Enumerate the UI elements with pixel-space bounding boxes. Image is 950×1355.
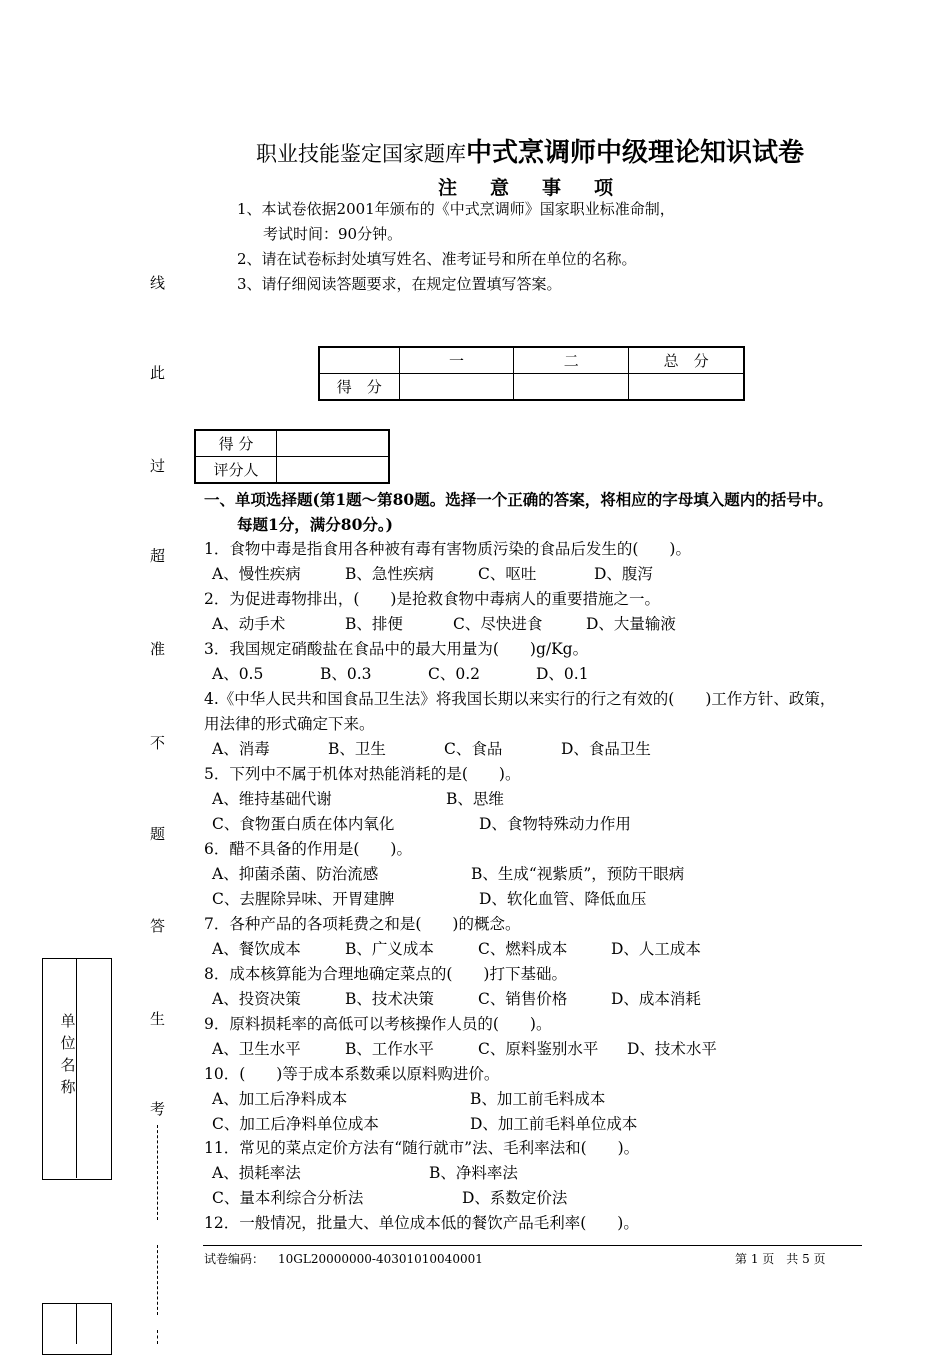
option[interactable]: A、投资决策 — [212, 990, 301, 1008]
option[interactable]: C、原料鉴别水平 — [478, 1040, 599, 1058]
question-text: 8．成本核算能为合理地确定菜点的( )打下基础。 — [204, 965, 567, 983]
question-text: 10．( )等于成本系数乘以原料购进价。 — [204, 1065, 500, 1083]
option[interactable]: A、动手术 — [212, 615, 286, 633]
option[interactable]: C、销售价格 — [478, 990, 568, 1008]
notice-heading: 注意事项 — [438, 177, 647, 199]
option[interactable]: C、食物蛋白质在体内氧化 — [212, 815, 395, 833]
option[interactable]: D、软化血管、降低血压 — [479, 890, 647, 908]
option[interactable]: C、尽快进食 — [453, 615, 543, 633]
score-table — [318, 346, 745, 401]
notice-item-2: 2、请在试卷标封处填写姓名、准考证号和所在单位的名称。 — [237, 250, 637, 268]
unit-name-label: 单 位 名 称 — [60, 1012, 76, 1096]
notice-item-1: 1、本试卷依据2001年颁布的《中式烹调师》国家职业标准命制， — [237, 200, 675, 218]
option[interactable]: A、0.5 — [212, 665, 264, 683]
score-cell[interactable] — [514, 374, 629, 401]
option[interactable]: C、燃料成本 — [478, 940, 568, 958]
question-text: 6．醋不具备的作用是( )。 — [204, 840, 412, 858]
question-text: 5．下列中不属于机体对热能消耗的是( )。 — [204, 765, 521, 783]
option[interactable]: B、加工前毛料成本 — [470, 1090, 606, 1108]
question-text: 11．常见的菜点定价方法有“随行就市”法、毛利率法和( )。 — [204, 1139, 640, 1157]
side-char: 生 — [150, 1010, 166, 1028]
question-text: 2．为促进毒物排出，( )是抢救食物中毒病人的重要措施之一。 — [204, 590, 660, 608]
exam-title — [0, 132, 950, 169]
grader-score-cell[interactable] — [277, 430, 390, 457]
question-text: 3．我国规定硝酸盐在食品中的最大用量为( )g/Kg。 — [204, 640, 589, 658]
option[interactable]: C、呕吐 — [478, 565, 537, 583]
score-cell[interactable] — [629, 374, 744, 401]
score-row-label: 得 分 — [319, 374, 399, 401]
option[interactable]: D、人工成本 — [611, 940, 701, 958]
option[interactable]: B、技术决策 — [345, 990, 434, 1008]
side-char: 考 — [150, 1100, 166, 1118]
question-text: 1．食物中毒是指食用各种被有毒有害物质污染的食品后发生的( )。 — [204, 540, 691, 558]
question-text-cont: 用法律的形式确定下来。 — [204, 715, 375, 733]
option[interactable]: B、卫生 — [328, 740, 386, 758]
option[interactable]: B、生成“视紫质”，预防干眼病 — [471, 865, 685, 883]
binding-dash-line — [157, 1125, 158, 1220]
option[interactable]: D、食物特殊动力作用 — [479, 815, 631, 833]
side-char: 准 — [150, 640, 166, 658]
option[interactable]: B、工作水平 — [345, 1040, 434, 1058]
option[interactable]: D、大量输液 — [586, 615, 676, 633]
grader-table — [194, 429, 390, 484]
option[interactable]: D、系数定价法 — [462, 1189, 568, 1207]
footer-rule — [203, 1245, 862, 1246]
option[interactable]: A、维持基础代谢 — [212, 790, 332, 808]
question-text: 9．原料损耗率的高低可以考核操作人员的( )。 — [204, 1015, 552, 1033]
option[interactable]: B、0.3 — [320, 665, 372, 683]
section-heading: 一、单项选择题(第1题～第80题。选择一个正确的答案，将相应的字母填入题内的括号中。 — [204, 490, 833, 509]
score-header-cell: 总 分 — [629, 347, 744, 374]
option[interactable]: C、加工后净料单位成本 — [212, 1115, 379, 1133]
binding-dash-line — [157, 1245, 158, 1315]
option[interactable]: C、食品 — [444, 740, 503, 758]
score-cell[interactable] — [399, 374, 514, 401]
option[interactable]: B、净料率法 — [429, 1164, 518, 1182]
option[interactable]: A、损耗率法 — [212, 1164, 301, 1182]
option[interactable]: A、慢性疾病 — [212, 565, 301, 583]
side-char: 答 — [150, 917, 166, 935]
option[interactable]: C、0.2 — [428, 665, 481, 683]
option[interactable]: A、加工后净料成本 — [212, 1090, 348, 1108]
side-char: 过 — [150, 457, 166, 475]
side-char: 线 — [150, 274, 166, 292]
name-box-divider — [76, 1303, 77, 1344]
notice-item-1-cont: 考试时间：90分钟。 — [263, 225, 403, 243]
side-char: 超 — [150, 547, 166, 565]
name-box[interactable] — [42, 1303, 112, 1355]
grader-name-label: 评分人 — [195, 457, 277, 484]
footer-page: 第 1 页 共 5 页 — [735, 1252, 826, 1266]
side-char: 此 — [150, 364, 166, 382]
option[interactable]: B、广义成本 — [345, 940, 434, 958]
option[interactable]: D、0.1 — [536, 665, 589, 683]
title-prefix: 职业技能鉴定国家题库 — [255, 142, 466, 166]
option[interactable]: D、成本消耗 — [611, 990, 701, 1008]
option[interactable]: A、消毒 — [212, 740, 270, 758]
option[interactable]: A、抑菌杀菌、防治流感 — [212, 865, 379, 883]
footer-code: 试卷编码： 10GL20000000-40301010040001 — [204, 1252, 483, 1266]
binding-dash-line — [157, 1330, 158, 1344]
question-text: 7．各种产品的各项耗费之和是( )的概念。 — [204, 915, 521, 933]
score-header-cell — [319, 347, 399, 374]
option[interactable]: D、食品卫生 — [561, 740, 651, 758]
option[interactable]: D、加工前毛料单位成本 — [470, 1115, 638, 1133]
option[interactable]: D、技术水平 — [627, 1040, 717, 1058]
grader-name-cell[interactable] — [277, 457, 390, 484]
question-text: 12．一般情况，批量大、单位成本低的餐饮产品毛利率( )。 — [204, 1214, 639, 1232]
option[interactable]: D、腹泻 — [594, 565, 653, 583]
option[interactable]: B、排便 — [345, 615, 403, 633]
notice-item-3: 3、请仔细阅读答题要求，在规定位置填写答案。 — [237, 275, 562, 293]
grader-score-label: 得 分 — [195, 430, 277, 457]
option[interactable]: B、急性疾病 — [345, 565, 434, 583]
side-char: 不 — [150, 734, 166, 752]
option[interactable]: C、去腥除异味、开胃建脾 — [212, 890, 395, 908]
side-char: 题 — [150, 825, 166, 843]
section-heading-cont: 每题1分，满分80分。) — [237, 515, 393, 534]
title-main: 中式烹调师中级理论知识试卷 — [465, 138, 804, 168]
option[interactable]: A、卫生水平 — [212, 1040, 301, 1058]
option[interactable]: B、思维 — [446, 790, 504, 808]
score-header-cell: 一 — [399, 347, 514, 374]
option[interactable]: A、餐饮成本 — [212, 940, 301, 958]
question-text: 4.《中华人民共和国食品卫生法》将我国长期以来实行的行之有效的( )工作方针、政策， — [204, 690, 836, 708]
score-header-cell: 二 — [514, 347, 629, 374]
option[interactable]: C、量本利综合分析法 — [212, 1189, 364, 1207]
unit-box-divider — [76, 958, 77, 1178]
